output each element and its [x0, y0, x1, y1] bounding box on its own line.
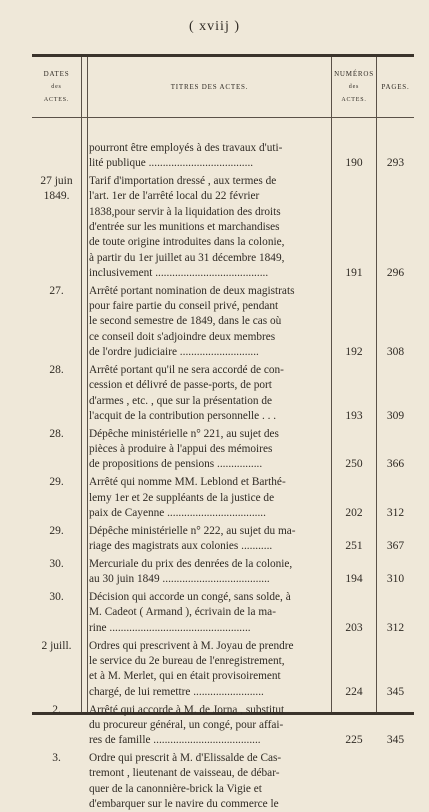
entry-date-line: 27 juin	[40, 175, 73, 188]
entry-title-line: Tarif d'importation dressé , aux termes de	[89, 175, 277, 188]
header-numeros	[332, 57, 376, 117]
entry-title-line: au 30 juin 1849 ......................................	[89, 573, 270, 586]
entry-title-line: 1838,pour servir à la liquidation des droits	[89, 205, 281, 218]
entry-title-line: le service du 2e bureau de l'enregistrement,	[89, 654, 285, 667]
header-dates	[32, 57, 81, 117]
header-titres-label: TITRES DES ACTES.	[170, 83, 249, 91]
entry-number: 224	[345, 685, 363, 698]
entry-title	[89, 751, 329, 812]
column-divider	[376, 57, 377, 712]
entry-number: 193	[345, 409, 363, 422]
entry-page: 309	[386, 409, 405, 422]
column-divider	[81, 57, 82, 712]
entry-title-line: chargé, de lui remettre .........................	[89, 685, 264, 698]
entry-number: 202	[345, 506, 363, 519]
entry-title-line: l'acquit de la contribution personnelle . . .	[89, 409, 277, 422]
entry-page: 312	[386, 621, 405, 634]
entry-page: 366	[386, 458, 405, 471]
entry-title-line: inclusivement ........................................	[89, 266, 269, 279]
entry-page: 345	[386, 734, 405, 747]
entry-title-line: l'art. 1er de l'arrêté local du 22 février	[89, 190, 260, 203]
entry-title-line: d'entrée sur les munitions et marchandises	[89, 221, 280, 234]
entry-title-line: d'embarquer sur le navire du commerce le	[89, 797, 279, 810]
entry-title-line: pourront être employés à des travaux d'uti-	[89, 142, 283, 154]
entry-title-line: Dépêche ministérielle n° 221, au sujet des	[89, 427, 279, 440]
entry-title-line: de toute origine introduites dans la colonie,	[89, 236, 285, 249]
entry-page: 367	[386, 540, 405, 553]
header-dates-line3: ACTES.	[43, 96, 70, 103]
entry-title-line: le second semestre de 1849, dans le cas où	[89, 315, 282, 328]
entry-page: 296	[386, 266, 405, 279]
header-pages	[377, 57, 414, 117]
entry-title	[89, 524, 329, 555]
header-titres	[88, 57, 331, 117]
entry-title	[89, 703, 329, 749]
entry-title-line: quer de la canonnière-brick la Vigie et	[89, 782, 262, 795]
entry-title	[89, 590, 329, 636]
entry-title-line: pièces à produire à l'appui des mémoires	[89, 443, 273, 456]
entry-number: 190	[345, 157, 363, 170]
header-dates-line1: DATES	[43, 69, 70, 78]
header-numeros-line3: ACTES.	[341, 96, 367, 103]
header-pages-label: PAGES.	[381, 83, 410, 91]
entry-date-line: 2.	[52, 703, 61, 716]
entry-title-line: pour faire partie du conseil privé, pendant	[89, 300, 279, 313]
entry-date-line: 3.	[52, 752, 61, 764]
entry-number: 250	[345, 458, 363, 471]
entry-title	[89, 141, 329, 172]
entry-date	[32, 590, 81, 605]
entry-title-line: Arrêté portant qu'il ne sera accordé de con-	[89, 364, 284, 376]
entry-number: 191	[345, 266, 363, 279]
entry-date-line: 29.	[49, 476, 64, 489]
index-table	[32, 54, 414, 810]
entry-title-line: Arrêté qui accorde à M. de Jorna , substitut	[89, 703, 285, 716]
entry-title	[89, 174, 329, 281]
entry-date	[32, 557, 81, 572]
entry-title-line: du procureur général, un congé, pour affai-	[89, 718, 284, 731]
entry-title	[89, 475, 329, 521]
entry-number: 203	[345, 621, 363, 634]
entry-date-line: 2 juill.	[41, 639, 72, 652]
entry-date-line: 28.	[49, 364, 64, 376]
header-rule	[32, 117, 414, 118]
entry-date-line: 30.	[49, 591, 64, 604]
entry-title-line: ce conseil doit s'adjoindre deux membres	[89, 330, 276, 343]
entry-title-line: lemy 1er et 2e suppléants de la justice de	[89, 491, 275, 504]
entry-title-line: rine ..................................................	[89, 621, 251, 634]
entry-page: 293	[386, 157, 405, 170]
entry-page: 345	[386, 685, 405, 698]
entry-title-line: Mercuriale du prix des denrées de la colonie,	[89, 558, 293, 570]
entry-title-line: et à M. Merlet, qui en était provisoirement	[89, 670, 281, 683]
entry-date	[32, 427, 81, 442]
entry-date	[32, 363, 81, 378]
entry-title	[89, 639, 329, 700]
header-numeros-line2: des	[348, 83, 360, 90]
entry-title-line: Décision qui accorde un congé, sans solde, à	[89, 591, 291, 604]
column-divider	[331, 57, 332, 712]
entry-number: 194	[345, 573, 363, 586]
entry-number: 225	[345, 734, 363, 747]
entry-date	[32, 174, 81, 204]
entry-date-line: 27.	[49, 284, 64, 297]
header-dates-line2: des	[51, 83, 62, 90]
entry-title-line: Dépêche ministérielle n° 222, au sujet du ma-	[89, 524, 296, 537]
entry-number: 251	[345, 540, 363, 553]
page-number: ( xviij )	[189, 19, 240, 34]
entry-date	[32, 284, 81, 299]
entry-title-line: de propositions de pensions ................	[89, 458, 263, 471]
entry-number: 192	[345, 346, 363, 359]
entry-title-line: Arrêté qui nomme MM. Leblond et Barthé-	[89, 476, 286, 489]
entry-date	[32, 751, 81, 766]
entry-page: 312	[386, 506, 405, 519]
entry-title-line: M. Cadeot ( Armand ), écrivain de la ma-	[89, 606, 276, 619]
entry-date-line: 29.	[49, 524, 64, 537]
entry-title-line: riage des magistrats aux colonies ...........	[89, 540, 273, 553]
entry-title-line: cession et délivré de passe-ports, de port	[89, 379, 272, 392]
entry-title-line: paix de Cayenne ...................................	[89, 506, 266, 519]
header-numeros-line1: NUMÉROS	[334, 69, 374, 78]
entry-date	[32, 524, 81, 539]
entry-title-line: Ordres qui prescrivent à M. Joyau de prendre	[89, 639, 294, 652]
entry-title	[89, 557, 329, 588]
entry-title	[89, 363, 329, 424]
entry-title-line: res de famille ......................................	[89, 734, 261, 747]
entry-page: 310	[386, 573, 405, 586]
entry-date-line: 28.	[49, 427, 64, 440]
entry-title	[89, 284, 329, 360]
entry-date	[32, 703, 81, 718]
entry-title-line: de l'ordre judiciaire ............................	[89, 346, 259, 359]
column-divider-double	[87, 57, 88, 712]
entry-date	[32, 639, 81, 654]
entry-page: 308	[386, 346, 405, 359]
entry-title-line: Arrêté portant nomination de deux magistrats	[89, 284, 295, 297]
entry-date	[32, 475, 81, 490]
entry-title	[89, 427, 329, 473]
entry-title-line: à partir du 1er juillet au 31 décembre 1849,	[89, 251, 285, 264]
entry-title-line: Ordre qui prescrit à M. d'Elissalde de Cas-	[89, 752, 282, 764]
entry-title-line: lité publique .....................................	[89, 157, 254, 170]
entry-title-line: tremont , lieutenant de vaisseau, de débar-	[89, 767, 280, 780]
entry-title-line: d'armes , etc. , que sur la présentation de	[89, 394, 273, 407]
entry-date-line: 1849.	[43, 190, 70, 203]
entry-date-line: 30.	[49, 558, 64, 570]
